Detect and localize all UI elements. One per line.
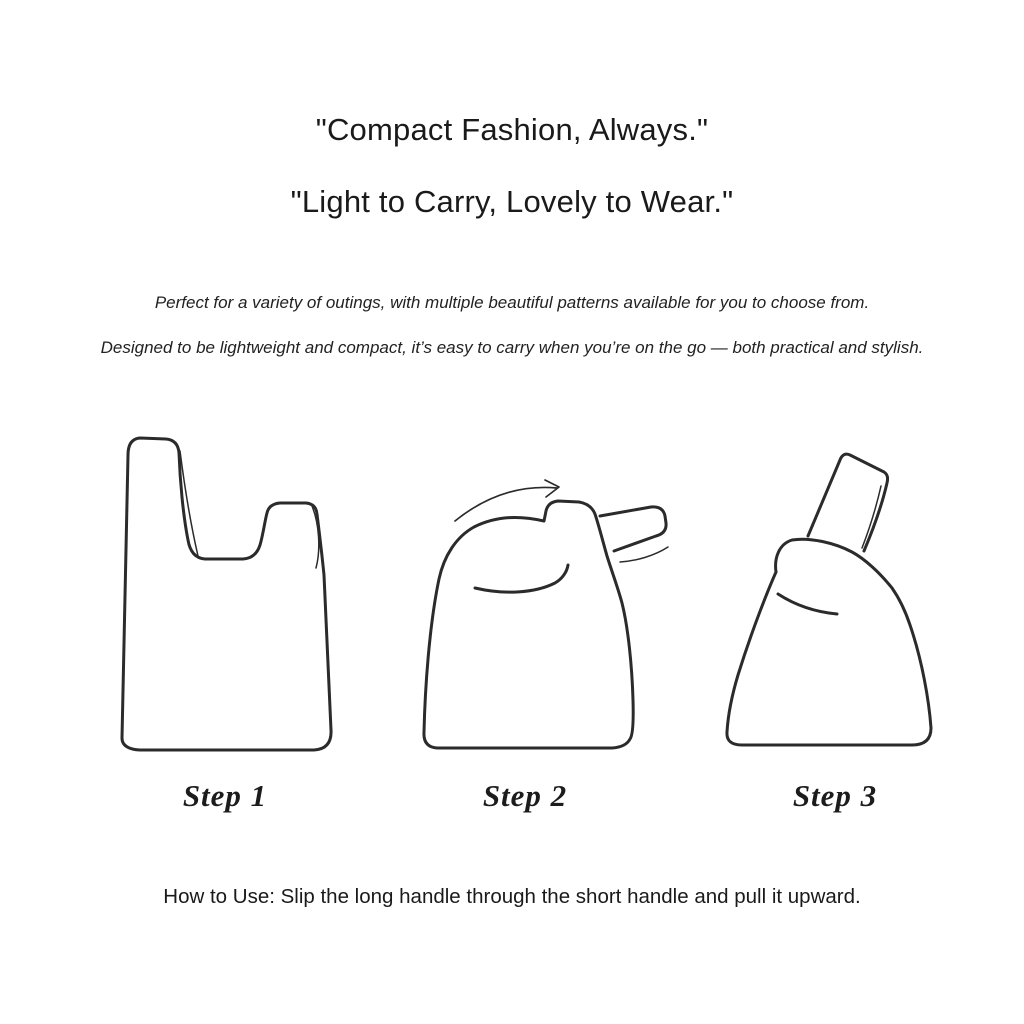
knot-roll-top-edge [776,539,892,588]
description-line-1: Perfect for a variety of outings, with multiple beautiful patterns available for you to choose from. [154,293,870,312]
upright-handle-strap [808,454,888,551]
fold-direction-arrow-icon [455,487,557,521]
bag-mouth-curve [475,565,568,592]
bag-body-outline [727,572,931,745]
step2-folding-handle-illustration [410,455,690,755]
headline-primary: "Compact Fashion, Always." [315,112,709,147]
step3-finished-knot-bag-illustration [700,440,940,760]
step-2-label: Step 2 [482,778,568,813]
short-handle-loop [600,507,666,551]
knot-fold-line [778,594,837,614]
short-handle-lower-edge-line [620,547,668,562]
how-to-use-instruction: How to Use: Slip the long handle through the short handle and pull it upward. [163,885,861,908]
step1-flat-knot-bag-illustration [100,425,340,755]
description-line-2: Designed to be lightweight and compact, it’s easy to carry when you’re on the go — both practical and stylish. [100,338,924,357]
step-3-label: Step 3 [792,778,878,813]
step-1-label: Step 1 [182,778,268,813]
fold-direction-arrowhead-icon [545,480,559,497]
headline-secondary: "Light to Carry, Lovely to Wear." [290,184,734,219]
